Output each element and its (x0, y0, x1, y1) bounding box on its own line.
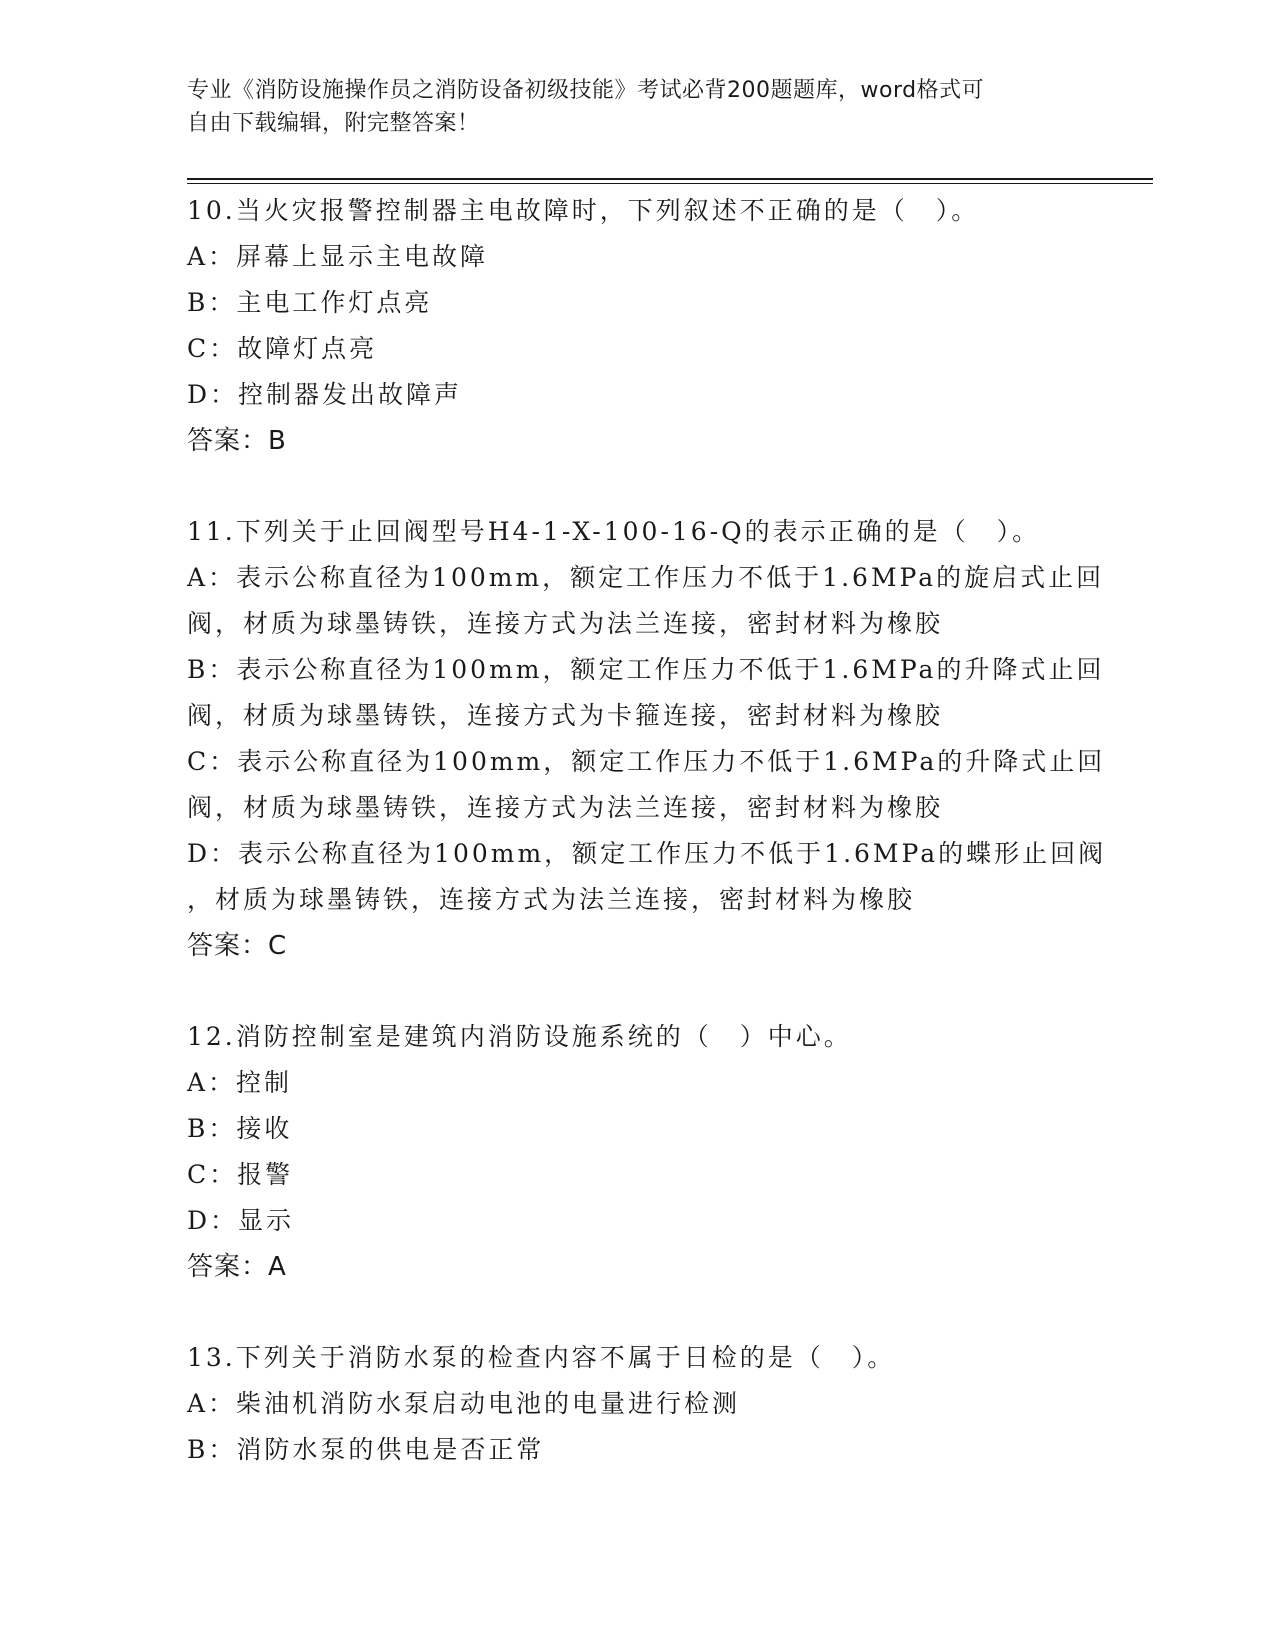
answer-option (187, 739, 1106, 831)
option-line: 阀，材质为球墨铸铁，连接方式为卡箍连接，密封材料为橡胶 (187, 701, 944, 730)
option-line: C：故障灯点亮 (187, 334, 378, 363)
answer-option (187, 280, 1087, 326)
answer-key: 答案：C (187, 931, 288, 961)
option-line: D：显示 (187, 1206, 295, 1235)
question-stem: 13.下列关于消防水泵的检查内容不属于日检的是（ ）。 (187, 1343, 896, 1372)
option-line: A：柴油机消防水泵启动电池的电量进行检测 (187, 1389, 741, 1418)
question-list (187, 188, 1107, 1518)
answer-option (187, 647, 1105, 739)
question-block (187, 1014, 1087, 1290)
option-line: A：屏幕上显示主电故障 (187, 242, 489, 271)
question-stem: 12.消防控制室是建筑内消防设施系统的（ ）中心。 (187, 1022, 852, 1051)
option-line: 阀，材质为球墨铸铁，连接方式为法兰连接，密封材料为橡胶 (187, 609, 944, 638)
option-line: 阀，材质为球墨铸铁，连接方式为法兰连接，密封材料为橡胶 (187, 793, 944, 822)
option-line: D：控制器发出故障声 (187, 380, 463, 409)
header-line-2: 自由下载编辑，附完整答案！ (187, 111, 480, 136)
answer-option (187, 1427, 1087, 1473)
option-line: B：表示公称直径为100mm，额定工作压力不低于1.6MPa的升降式止回 (187, 655, 1105, 684)
answer-option (187, 234, 1087, 280)
answer-option (187, 1381, 1087, 1427)
header-divider-thin (187, 183, 1153, 184)
question-stem: 11.下列关于止回阀型号H4-1-X-100-16-Q的表示正确的是（ ）。 (187, 517, 1041, 546)
question-stem: 10.当火灾报警控制器主电故障时，下列叙述不正确的是（ ）。 (187, 196, 980, 225)
option-line: ，材质为球墨铸铁，连接方式为法兰连接，密封材料为橡胶 (187, 885, 916, 914)
header-line-1: 专业《消防设施操作员之消防设备初级技能》考试必背200题题库，word格式可 (187, 78, 985, 103)
question-block (187, 509, 1107, 969)
option-line: C：报警 (187, 1160, 294, 1189)
option-line: B：接收 (187, 1114, 293, 1143)
document-header (187, 74, 1067, 140)
option-line: A：控制 (187, 1068, 293, 1097)
answer-key: 答案：A (187, 1252, 287, 1282)
option-line: B：主电工作灯点亮 (187, 288, 433, 317)
option-line: A：表示公称直径为100mm，额定工作压力不低于1.6MPa的旋启式止回 (187, 563, 1105, 592)
answer-option (187, 555, 1105, 647)
answer-option (187, 1060, 1087, 1106)
question-block (187, 1335, 1087, 1473)
answer-option (187, 372, 1087, 418)
answer-option (187, 1106, 1087, 1152)
header-divider-thick (187, 178, 1153, 180)
question-block (187, 188, 1087, 464)
option-line: B：消防水泵的供电是否正常 (187, 1435, 545, 1464)
option-line: D：表示公称直径为100mm，额定工作压力不低于1.6MPa的蝶形止回阀 (187, 839, 1107, 868)
answer-key: 答案：B (187, 426, 287, 456)
answer-option (187, 1152, 1087, 1198)
answer-option (187, 831, 1107, 923)
answer-option (187, 1198, 1087, 1244)
option-line: C：表示公称直径为100mm，额定工作压力不低于1.6MPa的升降式止回 (187, 747, 1106, 776)
answer-option (187, 326, 1087, 372)
